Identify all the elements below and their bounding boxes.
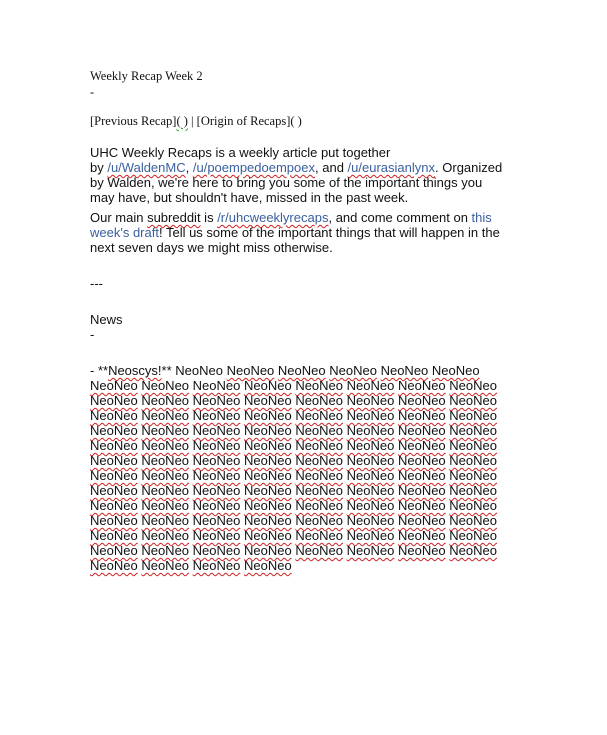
neoneo-word: NeoNeo (243, 513, 292, 528)
neoneo-word: NeoNeo (346, 543, 395, 558)
neoneo-word: NeoNeo (90, 543, 138, 558)
main-is: is (200, 210, 218, 225)
main-lead: Our main (90, 210, 148, 225)
neoneo-word: NeoNeo (295, 408, 344, 423)
user-link-waldenmc[interactable]: /u/WaldenMC (107, 160, 186, 175)
neoneo-word: NeoNeo (346, 408, 395, 423)
subreddit-paragraph (90, 210, 510, 255)
news-item-name: Neoscys! (108, 363, 162, 378)
document-page (90, 68, 510, 573)
neoneo-word: NeoNeo (449, 438, 497, 453)
neoneo-word: NeoNeo (141, 483, 190, 498)
neoneo-word: NeoNeo (397, 468, 446, 483)
neoneo-word: NeoNeo (346, 393, 395, 408)
news-heading: News (90, 312, 123, 327)
neoneo-word: NeoNeo (277, 363, 326, 378)
neoneo-word: NeoNeo (141, 498, 190, 513)
section-separator: --- (90, 276, 103, 291)
neoneo-word: NeoNeo (449, 423, 497, 438)
neoneo-word: NeoNeo (243, 543, 292, 558)
neoneo-word: NeoNeo (243, 438, 292, 453)
neoneo-word: NeoNeo (192, 393, 241, 408)
neoneo-word: NeoNeo (90, 438, 138, 453)
neoneo-word: NeoNeo (90, 483, 138, 498)
document-title: Weekly Recap Week 2 (90, 69, 203, 83)
neoneo-word: NeoNeo (449, 513, 497, 528)
neoneo-word: NeoNeo (141, 453, 190, 468)
intro-rest: Organized by Walden, we're here to bring you some of the important things you may have, but shouldn't have, missed in the past week. (90, 160, 503, 205)
main-mid: , and come comment on (328, 210, 472, 225)
neoneo-word: NeoNeo (192, 483, 241, 498)
neoneo-word: NeoNeo (346, 468, 395, 483)
neoneo-word: NeoNeo (192, 513, 241, 528)
neoneo-word: NeoNeo (90, 423, 138, 438)
neoneo-word: NeoNeo (192, 423, 241, 438)
neoneo-word: NeoNeo (295, 438, 344, 453)
intro-and: , and (315, 160, 348, 175)
neoneo-word: NeoNeo (192, 453, 241, 468)
neoneo-word: NeoNeo (449, 408, 497, 423)
neoneo-word: NeoNeo (380, 363, 429, 378)
neoneo-word: NeoNeo (90, 558, 138, 573)
neoneo-word: NeoNeo (243, 423, 292, 438)
neoneo-word: NeoNeo (295, 393, 344, 408)
neoneo-word: NeoNeo (243, 528, 292, 543)
neoneo-word: NeoNeo (243, 483, 292, 498)
neoneo-word: NeoNeo (90, 393, 138, 408)
neoneo-word: NeoNeo (295, 423, 344, 438)
intro-period: . (435, 160, 439, 175)
neoneo-word: NeoNeo (90, 378, 138, 393)
neoneo-word: NeoNeo (243, 378, 292, 393)
subreddit-link[interactable]: /r/uhcweeklyrecaps (217, 210, 329, 225)
neoneo-word: NeoNeo (141, 513, 190, 528)
neoneo-word: NeoNeo (226, 363, 275, 378)
neoneo-word: NeoNeo (192, 543, 241, 558)
neoneo-word: NeoNeo (397, 423, 446, 438)
neoneo-word: NeoNeo (449, 378, 497, 393)
neoneo-word: NeoNeo (192, 378, 241, 393)
news-dash: - (90, 327, 95, 342)
neoneo-word: NeoNeo (141, 468, 190, 483)
neoneo-word: NeoNeo (397, 483, 446, 498)
neoneo-word: NeoNeo (346, 528, 395, 543)
neoneo-word: NeoNeo (192, 528, 241, 543)
neoneo-word: NeoNeo (192, 498, 241, 513)
neoneo-word: NeoNeo (295, 378, 344, 393)
neoneo-word: NeoNeo (90, 528, 138, 543)
neoneo-word: NeoNeo (295, 543, 344, 558)
neoneo-word: NeoNeo (141, 438, 190, 453)
neoneo-word: NeoNeo (397, 393, 446, 408)
neoneo-word: NeoNeo (141, 378, 190, 393)
neoneo-word: NeoNeo (192, 468, 241, 483)
origin-recap-text: [Origin of Recaps]( ) (196, 114, 302, 128)
neoneo-word: NeoNeo (90, 468, 138, 483)
neoneo-word: NeoNeo (397, 378, 446, 393)
neoneo-word: NeoNeo (243, 393, 292, 408)
neoneo-word: NeoNeo (449, 483, 497, 498)
neoneo-word: NeoNeo (295, 453, 344, 468)
neoneo-word: NeoNeo (243, 468, 292, 483)
neoneo-word: NeoNeo (346, 513, 395, 528)
neoneo-word: NeoNeo (449, 528, 497, 543)
neoneo-word: NeoNeo (243, 453, 292, 468)
neoneo-word: NeoNeo (141, 408, 190, 423)
neoneo-word: NeoNeo (192, 408, 241, 423)
neoneo-word: NeoNeo (346, 498, 395, 513)
news-item-words (90, 363, 497, 573)
neoneo-word: NeoNeo (243, 408, 292, 423)
draft-link[interactable]: this week's draft (90, 210, 492, 240)
user-link-eurasianlynx[interactable]: /u/eurasianlynx (347, 160, 435, 175)
intro-by: by (90, 160, 108, 175)
neoneo-word: NeoNeo (243, 558, 292, 573)
neoneo-word: NeoNeo (329, 363, 377, 378)
neoneo-word: NeoNeo (397, 528, 446, 543)
neoneo-word: NeoNeo (397, 513, 446, 528)
subreddit-word: subreddit (147, 210, 201, 225)
news-item-prefix: - ** (90, 363, 109, 378)
neoneo-word: NeoNeo (449, 468, 497, 483)
news-item-suffix: ** NeoNeo (161, 363, 223, 378)
neoneo-word: NeoNeo (449, 453, 497, 468)
intro-paragraph (90, 145, 510, 205)
neoneo-word: NeoNeo (90, 453, 138, 468)
previous-recap-paren: ( ) (176, 114, 188, 128)
neoneo-word: NeoNeo (397, 438, 446, 453)
intro-line-1: UHC Weekly Recaps is a weekly article put together (90, 145, 391, 160)
neoneo-word: NeoNeo (192, 438, 241, 453)
title-dash: - (90, 85, 95, 99)
neoneo-word: NeoNeo (192, 558, 241, 573)
user-link-poempedoempoex[interactable]: /u/poempedoempoex (192, 160, 316, 175)
neoneo-word: NeoNeo (449, 498, 497, 513)
neoneo-word: NeoNeo (449, 393, 497, 408)
neoneo-word: NeoNeo (295, 528, 344, 543)
nav-separator: | (187, 114, 197, 128)
neoneo-word: NeoNeo (141, 528, 190, 543)
neoneo-word: NeoNeo (346, 438, 395, 453)
neoneo-word: NeoNeo (243, 498, 292, 513)
neoneo-word: NeoNeo (397, 498, 446, 513)
neoneo-word: NeoNeo (346, 378, 395, 393)
previous-recap-text: [Previous Recap] (90, 114, 177, 128)
neoneo-word: NeoNeo (346, 453, 395, 468)
neoneo-word: NeoNeo (397, 543, 446, 558)
neoneo-word: NeoNeo (346, 483, 395, 498)
news-item (90, 363, 510, 573)
neoneo-word: NeoNeo (295, 513, 344, 528)
neoneo-word: NeoNeo (90, 408, 138, 423)
recap-nav-line (90, 113, 510, 129)
neoneo-word: NeoNeo (295, 483, 344, 498)
neoneo-word: NeoNeo (141, 393, 190, 408)
neoneo-word: NeoNeo (141, 423, 190, 438)
neoneo-word: NeoNeo (141, 558, 190, 573)
neoneo-word: NeoNeo (449, 543, 497, 558)
neoneo-word: NeoNeo (141, 543, 190, 558)
intro-comma: , (185, 160, 193, 175)
neoneo-word: NeoNeo (90, 498, 138, 513)
main-tail: ! Tell us some of the important things that will happen in the next seven days we might miss otherwise. (90, 225, 500, 255)
neoneo-word: NeoNeo (431, 363, 480, 378)
neoneo-word: NeoNeo (295, 468, 344, 483)
neoneo-word: NeoNeo (346, 423, 395, 438)
neoneo-word: NeoNeo (397, 408, 446, 423)
neoneo-word: NeoNeo (295, 498, 344, 513)
neoneo-word: NeoNeo (397, 453, 446, 468)
neoneo-word: NeoNeo (90, 513, 138, 528)
